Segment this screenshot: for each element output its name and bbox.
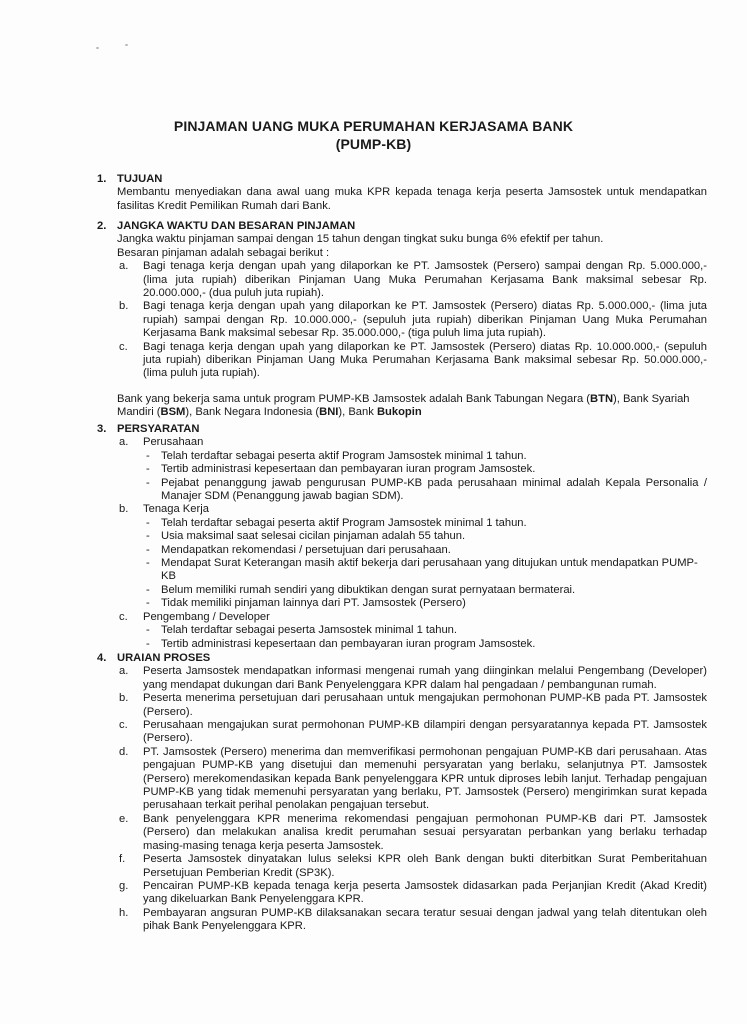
item-marker: a.: [119, 260, 129, 273]
item-text: Perusahaan mengajukan surat permohonan PUMP-KB dilampiri dengan persyaratannya kepada PT. Jamsostek (Persero).: [143, 719, 707, 745]
section-number: 2.: [97, 220, 107, 232]
item-marker: b.: [119, 503, 129, 516]
bank-bsm: BSM: [160, 406, 186, 419]
item-marker: a.: [119, 665, 129, 678]
list-item: [117, 813, 707, 853]
requirement-list: [143, 450, 707, 504]
group-developer: [117, 611, 707, 651]
section-heading: [97, 220, 707, 233]
list-item: - Tidak memiliki pinjaman lainnya dari PT. Jamsostek (Persero): [146, 597, 466, 610]
item-marker: f.: [119, 853, 126, 866]
item-marker: b.: [119, 300, 129, 313]
section-heading: [97, 423, 707, 436]
section-title: URAIAN PROSES: [117, 652, 211, 664]
list-item: - Mendapatkan rekomendasi / persetujuan dari perusahaan.: [146, 543, 451, 556]
list-item: [117, 341, 707, 381]
item-text: Peserta Jamsostek mendapatkan informasi mengenai rumah yang diinginkan melalui Pengembang (Developer) yang mendapat dukungan dari Bank Penyelenggara KPR dalam hal pengadaan / pembangunan rumah.: [143, 665, 707, 691]
section-title: JANGKA WAKTU DAN BESARAN PINJAMAN: [117, 220, 356, 232]
list-item: - Pejabat penanggung jawab pengurusan PUMP-KB pada perusahaan minimal adalah Kepala Personalia / Manajer SDM (Penanggung jawab bagian SDM).: [146, 476, 707, 503]
item-marker: c.: [119, 719, 128, 732]
item-marker: c.: [119, 340, 128, 353]
list-item: - Usia maksimal saat selesai cicilan pinjaman adalah 55 tahun.: [146, 530, 466, 543]
list-item: - Telah terdaftar sebagai peserta Jamsostek minimal 1 tahun.: [146, 624, 458, 637]
doc-subtitle: (PUMP-KB): [335, 136, 412, 152]
item-marker: d.: [119, 745, 129, 758]
item-text: Pencairan PUMP-KB kepada tenaga kerja peserta Jamsostek didasarkan pada Perjanjian Kredit (Akad Kredit) yang dikeluarkan Bank Penyelenggara KPR.: [143, 879, 707, 906]
list-item: [117, 260, 707, 300]
persyaratan-groups: [117, 436, 707, 651]
proses-list: [117, 665, 707, 933]
item-marker: a.: [119, 436, 129, 449]
item-marker: b.: [119, 692, 129, 705]
bank-bukopin: Bukopin: [376, 406, 422, 419]
item-text: Peserta Jamsostek dinyatakan lulus seleksi KPR oleh Bank dengan bukti diterbitkan Surat Pemberitahuan Persetujuan Pemberian Kredit (SP3K).: [143, 853, 707, 879]
list-item: [117, 719, 707, 746]
list-item: [117, 907, 707, 934]
item-text: Peserta menerima persetujuan dari perusahaan untuk mengajukan permohonan PUMP-KB pada PT. Jamsostek (Persero).: [143, 692, 707, 718]
item-text: Bank penyelenggara KPR menerima rekomendasi pengajuan permohonan PUMP-KB dari PT. Jamsostek (Persero) dan melakukan analisa kredit perumahan sesuai persyaratan perbankan yang berlaku terhadap masing-masing tenaga kerja peserta Jamsostek.: [143, 812, 707, 852]
group-label: Tenaga Kerja: [143, 503, 209, 516]
bank-bni: BNI: [319, 406, 339, 419]
list-item: - Tertib administrasi kepesertaan dan pembayaran iuran program Jamsostek.: [146, 463, 536, 476]
section-tujuan: [97, 173, 707, 213]
item-text: Bagi tenaga kerja dengan upah yang dilaporkan ke PT. Jamsostek (Persero) diatas Rp. 5.000.000,- (lima juta rupiah) sampai dengan Rp. 10.000.000,- (sepuluh juta rupiah) diberikan Pinjaman Uang Muka Perumahan Kerjasama Bank maksimal sebesar Rp. 35.000.000,- (tiga puluh lima juta rupiah).: [143, 300, 707, 340]
group-perusahaan: [117, 436, 707, 503]
bank-btn: BTN: [590, 392, 614, 405]
item-marker: g.: [119, 879, 129, 892]
group-label: Perusahaan: [143, 436, 204, 449]
list-item: - Tertib administrasi kepesertaan dan pembayaran iuran program Jamsostek.: [146, 637, 536, 650]
item-text: PT. Jamsostek (Persero) menerima dan memverifikasi permohonan pengajuan PUMP-KB dari perusahaan. Atas pengajuan PUMP-KB yang disetujui dan memenuhi persyaratan yang berlaku, selanjutnya PT. Jamsostek (Persero) merekomendasikan kepada Bank penyelenggara KPR untuk diproses lebih lanjut. Terhadap pengajuan PUMP-KB yang tidak memenuhi persyaratan yang berlaku, PT. Jamsostek (Persero) mengirimkan surat kepada perusahaan terkait perihal penolakan pengajuan tersebut.: [143, 745, 707, 812]
list-item: [117, 853, 707, 880]
jangka-intro-1: Jangka waktu pinjaman sampai dengan 15 tahun dengan tingkat suku bunga 6% efektif per tahun.: [117, 233, 604, 246]
section-number: 1.: [97, 173, 107, 185]
jangka-intro-2: Besaran pinjaman adalah sebagai berikut :: [117, 246, 330, 259]
section-number: 3.: [97, 423, 107, 435]
list-item: [117, 692, 707, 719]
list-item: [117, 300, 707, 340]
scan-speck: [125, 44, 128, 46]
group-label: Pengembang / Developer: [143, 610, 270, 623]
section-jangka: [97, 220, 707, 420]
besaran-list: [117, 260, 707, 381]
doc-title: PINJAMAN UANG MUKA PERUMAHAN KERJASAMA BANK: [173, 118, 574, 134]
item-text: Pembayaran angsuran PUMP-KB dilaksanakan secara teratur sesuai dengan jadwal yang telah ditentukan oleh pihak Bank Penyelenggara KPR.: [143, 906, 707, 933]
list-item: [117, 746, 707, 813]
section-title: TUJUAN: [117, 173, 163, 185]
item-marker: c.: [119, 610, 128, 623]
partner-banks-text: Bank yang bekerja sama untuk program PUMP-KB Jamsostek adalah Bank Tabungan Negara (BTN), Bank Syariah Mandiri (BSM), Bank Negara Indonesia (BNI), Bank Bukopin: [117, 392, 690, 419]
list-item: - Telah terdaftar sebagai peserta aktif Program Jamsostek minimal 1 tahun.: [146, 449, 527, 462]
group-tenaga-kerja: [117, 503, 707, 610]
section-uraian: [97, 652, 707, 934]
list-item: - Mendapat Surat Keterangan masih aktif bekerja dari perusahaan yang ditujukan untuk mendapatkan PUMP-KB: [146, 557, 698, 583]
section-persyaratan: [97, 423, 707, 651]
item-text: Bagi tenaga kerja dengan upah yang dilaporkan ke PT. Jamsostek (Persero) sampai dengan Rp. 5.000.000,- (lima juta rupiah) diberikan Pinjaman Uang Muka Perumahan Kerjasama Bank maksimal sebesar Rp. 20.000.000,- (dua puluh juta rupiah).: [143, 260, 707, 300]
list-item: [117, 665, 707, 692]
list-item: - Telah terdaftar sebagai peserta aktif Program Jamsostek minimal 1 tahun.: [146, 516, 527, 529]
scan-speck: [96, 47, 99, 49]
item-marker: h.: [119, 906, 129, 919]
list-item: [117, 880, 707, 907]
section-number: 4.: [97, 652, 107, 664]
tujuan-text: Membantu menyediakan dana awal uang muka KPR kepada tenaga kerja peserta Jamsostek untuk mendapatkan fasilitas Kredit Pemilikan Rumah dari Bank.: [117, 186, 707, 212]
requirement-list: [143, 517, 707, 611]
list-item: - Belum memiliki rumah sendiri yang dibuktikan dengan surat pernyataan bermaterai.: [146, 583, 576, 596]
section-heading: [97, 173, 707, 186]
section-title: PERSYARATAN: [117, 423, 200, 435]
item-marker: e.: [119, 812, 129, 825]
section-heading: [97, 652, 707, 665]
item-text: Bagi tenaga kerja dengan upah yang dilaporkan ke PT. Jamsostek (Persero) diatas Rp. 10.000.000,- (sepuluh juta rupiah) diberikan Pinjaman Uang Muka Perumahan Kerjasama Bank maksimal sebesar Rp. 50.000.000,- (lima puluh juta rupiah).: [143, 340, 707, 380]
requirement-list: [143, 624, 707, 651]
